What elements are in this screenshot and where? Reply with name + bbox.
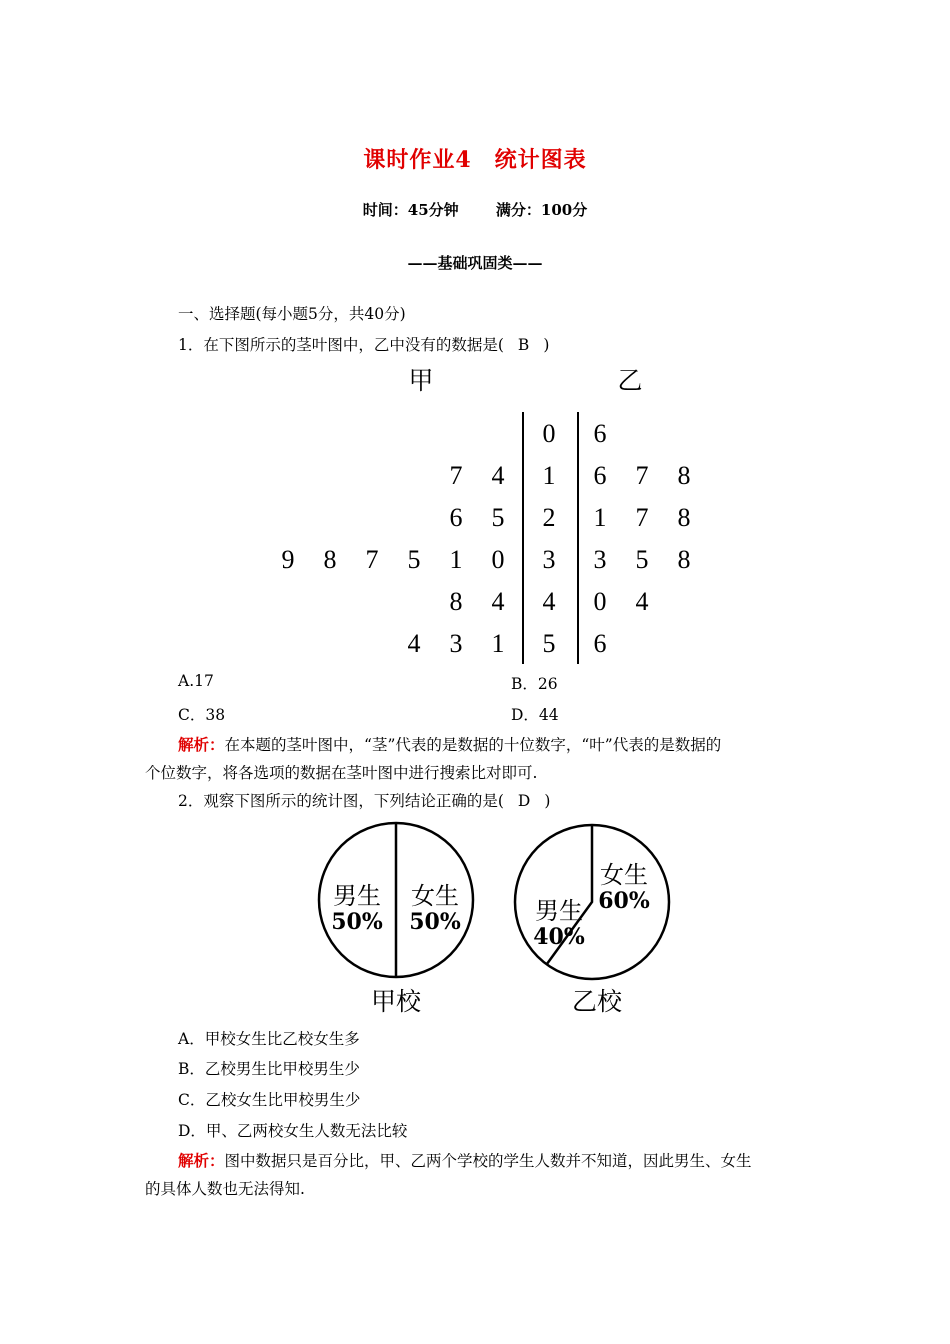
pie-yi-male-label: 男生	[535, 897, 583, 925]
time-limit: 时间：45分钟	[362, 201, 459, 219]
section-heading: ——基础巩固类——	[407, 254, 543, 272]
question-2-answer: D	[517, 792, 531, 810]
leaf-digit-jia: 1	[491, 629, 505, 658]
part-heading: 一、选择题(每小题5分，共40分)	[178, 305, 406, 323]
pie-charts	[300, 818, 680, 1023]
leaf-digit-jia: 7	[449, 461, 463, 490]
stem-leaf-left-name: 甲	[408, 366, 434, 395]
stem-leaf-plot	[260, 360, 720, 670]
exam-meta	[0, 199, 950, 220]
leaf-digit-jia: 9	[281, 545, 295, 574]
q1-option-b[interactable]: B．26	[511, 675, 558, 693]
leaf-digit-jia: 5	[491, 503, 505, 532]
leaf-digit-yi: 6	[593, 419, 607, 448]
stem-digit: 5	[542, 629, 556, 658]
pie-yi-name: 乙校	[571, 987, 623, 1016]
stem-digit: 3	[542, 545, 556, 574]
question-1-text: 1．在下图所示的茎叶图中，乙中没有的数据是(	[178, 336, 504, 354]
leaf-digit-yi: 7	[635, 503, 649, 532]
pie-jia-female-label: 女生	[411, 882, 459, 910]
stem-digit: 1	[542, 461, 556, 490]
pie-yi-female-pct: 60%	[598, 888, 650, 914]
q2-option-b[interactable]: B．乙校男生比甲校男生少	[178, 1060, 360, 1078]
question-2	[178, 789, 550, 811]
q2-option-a[interactable]: A．甲校女生比乙校女生多	[178, 1030, 360, 1048]
leaf-digit-yi: 0	[593, 587, 607, 616]
stem-leaf-rows	[282, 419, 691, 658]
q2-analysis-line2: 的具体人数也无法得知.	[145, 1180, 305, 1198]
leaf-digit-jia: 3	[449, 629, 463, 658]
q2-analysis	[178, 1149, 752, 1171]
q1-option-a[interactable]: A.17	[178, 672, 214, 690]
leaf-digit-yi: 6	[593, 461, 607, 490]
question-2-close: )	[544, 792, 551, 810]
q1-analysis-line1: 在本题的茎叶图中，“茎”代表的是数据的十位数字，“叶”代表的是数据的	[224, 736, 722, 754]
leaf-digit-jia: 0	[491, 545, 505, 574]
stem-digit: 2	[542, 503, 556, 532]
pie-yi-male-pct: 40%	[533, 924, 585, 950]
leaf-digit-jia: 5	[407, 545, 421, 574]
pie-yi-female-label: 女生	[600, 861, 648, 889]
pie-chart-yi	[515, 825, 669, 1016]
leaf-digit-yi: 6	[593, 629, 607, 658]
leaf-digit-jia: 7	[365, 545, 379, 574]
question-1	[178, 333, 549, 355]
question-2-text: 2．观察下图所示的统计图，下列结论正确的是(	[178, 792, 504, 810]
leaf-digit-yi: 4	[635, 587, 649, 616]
leaf-digit-jia: 8	[323, 545, 337, 574]
pie-jia-male-label: 男生	[333, 882, 381, 910]
page-title: 课时作业4 统计图表	[363, 147, 587, 173]
stem-digit: 4	[542, 587, 556, 616]
q1-analysis-label: 解析：	[178, 735, 225, 754]
leaf-digit-jia: 6	[449, 503, 463, 532]
leaf-digit-jia: 4	[407, 629, 421, 658]
pie-jia-male-pct: 50%	[331, 909, 383, 935]
leaf-digit-jia: 4	[491, 587, 505, 616]
question-1-close: )	[543, 336, 550, 354]
full-score: 满分：100分	[495, 201, 588, 219]
stem-leaf-right-name: 乙	[617, 366, 643, 395]
q1-option-d[interactable]: D．44	[511, 706, 559, 724]
leaf-digit-yi: 5	[635, 545, 649, 574]
q2-option-d[interactable]: D．甲、乙两校女生人数无法比较	[178, 1122, 408, 1140]
leaf-digit-yi: 8	[677, 461, 691, 490]
leaf-digit-jia: 4	[491, 461, 505, 490]
question-1-answer: B	[517, 336, 530, 354]
q2-analysis-label: 解析：	[178, 1151, 225, 1170]
leaf-digit-jia: 1	[449, 545, 463, 574]
q1-analysis-line2: 个位数字，将各选项的数据在茎叶图中进行搜索比对即可.	[145, 764, 538, 782]
q1-analysis	[178, 733, 721, 755]
q2-option-c[interactable]: C．乙校女生比甲校男生少	[178, 1091, 361, 1109]
q1-option-c[interactable]: C．38	[178, 706, 226, 724]
pie-chart-jia	[319, 823, 473, 1016]
leaf-digit-yi: 3	[593, 545, 607, 574]
leaf-digit-yi: 8	[677, 503, 691, 532]
pie-jia-female-pct: 50%	[409, 909, 461, 935]
leaf-digit-yi: 8	[677, 545, 691, 574]
leaf-digit-yi: 1	[593, 503, 607, 532]
pie-jia-name: 甲校	[370, 987, 422, 1016]
stem-digit: 0	[542, 419, 556, 448]
leaf-digit-jia: 8	[449, 587, 463, 616]
q2-analysis-line1: 图中数据只是百分比，甲、乙两个学校的学生人数并不知道，因此男生、女生	[224, 1152, 752, 1170]
leaf-digit-yi: 7	[635, 461, 649, 490]
